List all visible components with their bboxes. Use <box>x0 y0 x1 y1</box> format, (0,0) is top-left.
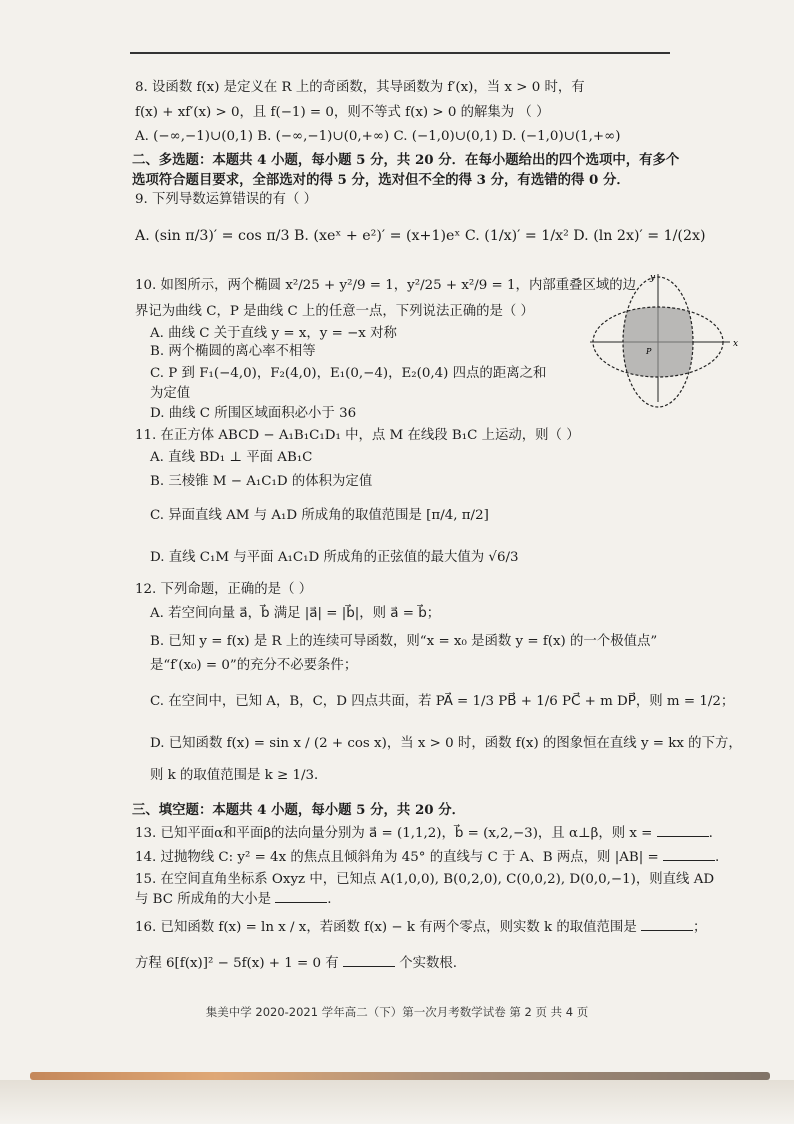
q10-option-c: C. P 到 F₁(−4,0)，F₂(4,0)，E₁(0,−4)，E₂(0,4) 四点的距离之和 <box>150 366 547 381</box>
q16-answer-blank-2[interactable] <box>343 954 395 967</box>
q10-option-b: B. 两个椭圆的离心率不相等 <box>150 344 316 359</box>
scan-bottom-edge <box>30 1072 770 1080</box>
y-axis-label: y <box>650 273 656 283</box>
q12-option-c: C. 在空间中，已知 A，B，C，D 四点共面，若 PA⃗ = 1/3 PB⃗ + 1/6 PC⃗ + m DP⃗，则 m = 1/2； <box>150 694 735 709</box>
q16-answer-blank-1[interactable] <box>641 918 693 931</box>
q8-stem-line2: f(x) + xf′(x) > 0，且 f(−1) = 0，则不等式 f(x) > 0 的解集为 （ ） <box>135 105 550 120</box>
q15-text: 与 BC 所成角的大小是 <box>135 892 271 907</box>
section3-heading: 三、填空题：本题共 4 小题，每小题 5 分，共 20 分． <box>132 802 466 818</box>
q15-line1: 15. 在空间直角坐标系 Oxyz 中，已知点 A(1,0,0), B(0,2,0), C(0,0,2), D(0,0,−1)，则直线 AD <box>135 872 715 887</box>
page-footer: 集美中学 2020-2021 学年高二（下）第一次月考数学试卷 第 2 页 共 4 页 <box>205 1005 589 1019</box>
q11-option-a: A. 直线 BD₁ ⊥ 平面 AB₁C <box>150 450 313 465</box>
q16-text: 16. 已知函数 f(x) = ln x / x，若函数 f(x) − k 有两个零点，则实数 k 的取值范围是 <box>135 920 637 935</box>
q14-line <box>135 848 719 868</box>
q15-answer-blank[interactable] <box>275 890 327 903</box>
point-p-label: P <box>646 347 652 356</box>
q11-option-c: C. 异面直线 AM 与 A₁D 所成角的取值范围是 [π/4, π/2] <box>150 508 489 523</box>
section2-heading-cont: 选项符合题目要求，全部选对的得 5 分，选对但不全的得 3 分，有选错的得 0 分． <box>132 172 630 188</box>
x-axis-label: x <box>733 339 738 349</box>
q14-answer-blank[interactable] <box>663 848 715 861</box>
q14-text: 14. 过抛物线 C: y² = 4x 的焦点且倾斜角为 45° 的直线与 C 于 A、B 两点，则 |AB| = <box>135 850 659 865</box>
q10-option-d: D. 曲线 C 所围区域面积必小于 36 <box>150 406 357 421</box>
q10-option-a: A. 曲线 C 关于直线 y = x，y = −x 对称 <box>150 326 397 341</box>
q15-line2 <box>135 890 332 910</box>
q8-options: A. (−∞,−1)∪(0,1) B. (−∞,−1)∪(0,+∞) C. (−1,0)∪(0,1) D. (−1,0)∪(1,+∞) <box>135 129 621 144</box>
q16-line2 <box>135 954 457 974</box>
q12-option-a: A. 若空间向量 a⃗，b⃗ 满足 |a⃗| = |b⃗|，则 a⃗ = b⃗； <box>150 606 441 621</box>
q16-line1 <box>135 918 706 938</box>
q16-tail-text: 个实数根. <box>399 956 458 971</box>
q10-option-c-cont: 为定值 <box>150 386 191 401</box>
q11-option-d: D. 直线 C₁M 与平面 A₁C₁D 所成角的正弦值的最大值为 √6/3 <box>150 550 519 565</box>
q13-period: . <box>708 826 713 841</box>
q9-stem: 9. 下列导数运算错误的有（ ） <box>135 192 317 207</box>
q15-period: . <box>327 892 332 907</box>
q14-period: . <box>714 850 720 865</box>
ellipse-figure <box>588 270 738 410</box>
q12-option-d-cont: 则 k 的取值范围是 k ≥ 1/3． <box>150 768 328 783</box>
q12-option-b: B. 已知 y = f(x) 是 R 上的连续可导函数，则“x = x₀ 是函数 y = f(x) 的一个极值点” <box>150 634 658 649</box>
q10-stem-line2: 界记为曲线 C，P 是曲线 C 上的任意一点，下列说法正确的是（ ） <box>135 304 534 319</box>
q12-stem: 12. 下列命题，正确的是（ ） <box>135 582 313 597</box>
q13-line <box>135 824 713 844</box>
q13-text: 13. 已知平面α和平面β的法向量分别为 a⃗ = (1,1,2)，b⃗ = (x,2,−3)，且 α⊥β，则 x = <box>135 826 653 841</box>
q10-stem-line1: 10. 如图所示，两个椭圆 x²/25 + y²/9 = 1，y²/25 + x²/9 = 1，内部重叠区域的边 <box>135 278 637 293</box>
section2-heading: 二、多选题：本题共 4 小题，每小题 5 分，共 20 分．在每小题给出的四个选项中，有多个 <box>132 152 680 168</box>
q9-options: A. (sin π/3)′ = cos π/3 B. (xeˣ + e²)′ = (x+1)eˣ C. (1/x)′ = 1/x² D. (ln 2x)′ = 1/(2x) <box>135 228 706 244</box>
q12-option-d: D. 已知函数 f(x) = sin x / (2 + cos x)，当 x > 0 时，函数 f(x) 的图象恒在直线 y = kx 的下方， <box>150 736 742 751</box>
q16-semicolon: ； <box>692 920 707 935</box>
q11-stem: 11. 在正方体 ABCD − A₁B₁C₁D₁ 中，点 M 在线段 B₁C 上运动，则（ ） <box>135 428 580 443</box>
scan-bottom-shadow <box>0 1080 794 1124</box>
q13-answer-blank[interactable] <box>657 824 709 837</box>
q12-option-b-cont: 是“f′(x₀) = 0”的充分不必要条件； <box>150 658 358 673</box>
q11-option-b: B. 三棱锥 M − A₁C₁D 的体积为定值 <box>150 474 373 489</box>
top-rule <box>130 52 670 54</box>
q16-equation-text: 方程 6[f(x)]² − 5f(x) + 1 = 0 有 <box>135 956 339 971</box>
q8-stem-line1: 8. 设函数 f(x) 是定义在 R 上的奇函数，其导函数为 f′(x)，当 x > 0 时，有 <box>135 80 585 95</box>
